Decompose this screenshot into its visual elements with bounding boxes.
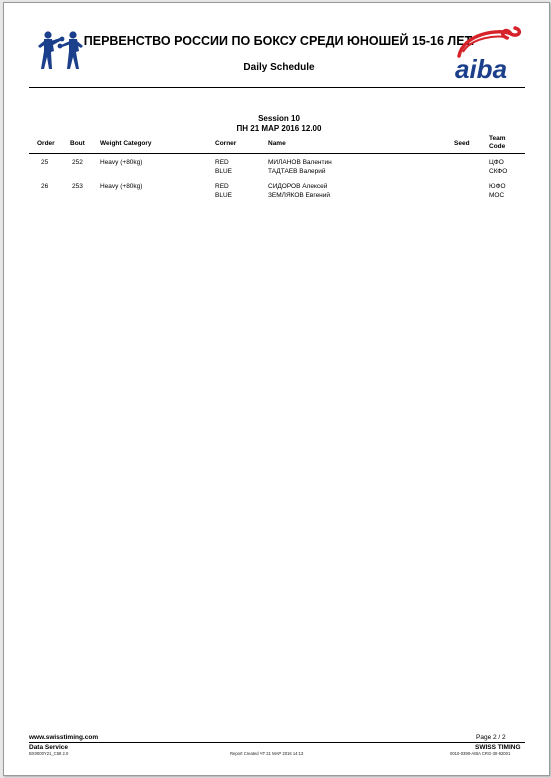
row-team-blue: СКФО xyxy=(489,168,508,175)
footer-website: www.swisstiming.com xyxy=(29,734,99,741)
row-corner-blue: BLUE xyxy=(215,192,232,199)
row-name-blue: ЗЕМЛЯКОВ Евгений xyxy=(268,192,331,199)
row-name-red: МИЛАНОВ Валентин xyxy=(268,159,332,166)
row-weight: Heavy (+80kg) xyxy=(100,159,143,166)
col-bout: Bout xyxy=(70,140,85,147)
footer-data-service: Data Service xyxy=(29,744,69,751)
row-corner-red: RED xyxy=(215,159,229,166)
col-code-label: Code xyxy=(489,143,506,150)
document-page xyxy=(3,2,550,776)
session-heading xyxy=(179,114,379,134)
col-team-code xyxy=(489,135,506,151)
schedule-table-header xyxy=(29,134,525,154)
footer-code-left: BX0000Y21_C58 2.0 xyxy=(29,751,69,756)
col-team-label: Team xyxy=(489,135,506,142)
row-bout: 252 xyxy=(72,159,83,166)
footer-page-number: Page 2 / 2 xyxy=(476,734,506,741)
table-row xyxy=(29,182,525,202)
session-datetime: ПН 21 МАР 2016 12.00 xyxy=(236,124,322,133)
row-corner-blue: BLUE xyxy=(215,168,232,175)
table-row xyxy=(29,158,525,178)
aiba-logo-icon xyxy=(449,26,529,84)
row-team-red: ЮФО xyxy=(489,183,506,190)
svg-text:aiba: aiba xyxy=(455,54,508,84)
championship-title: ПЕРВЕНСТВО РОССИИ ПО БОКСУ СРЕДИ ЮНОШЕЙ 15-16 ЛЕТ. xyxy=(83,34,475,48)
row-team-blue: МОС xyxy=(489,192,505,199)
footer-divider xyxy=(29,742,525,743)
col-name: Name xyxy=(268,140,286,147)
row-team-red: ЦФО xyxy=(489,159,504,166)
footer-report-created: Report Created ЧТ 21 МАР 2016 14:13 xyxy=(230,751,304,756)
footer-brand: SWISS TIMING xyxy=(475,744,521,751)
row-order: 25 xyxy=(41,159,49,166)
report-subtitle: Daily Schedule xyxy=(243,62,315,73)
session-name: Session 10 xyxy=(258,114,300,123)
header-divider xyxy=(29,87,525,88)
row-weight: Heavy (+80kg) xyxy=(100,183,143,190)
row-corner-red: RED xyxy=(215,183,229,190)
col-weight-category: Weight Category xyxy=(100,140,152,147)
col-corner: Corner xyxy=(215,140,237,147)
col-seed: Seed xyxy=(454,140,470,147)
row-order: 26 xyxy=(41,183,49,190)
row-bout: 253 xyxy=(72,183,83,190)
row-name-blue: ТАДТАЕВ Валерий xyxy=(268,168,326,175)
col-order: Order xyxy=(37,140,55,147)
row-name-red: СИДОРОВ Алексей xyxy=(268,183,328,190)
footer-code-right: 0010-0390-AIBA CRG-30-92001 xyxy=(450,751,511,756)
